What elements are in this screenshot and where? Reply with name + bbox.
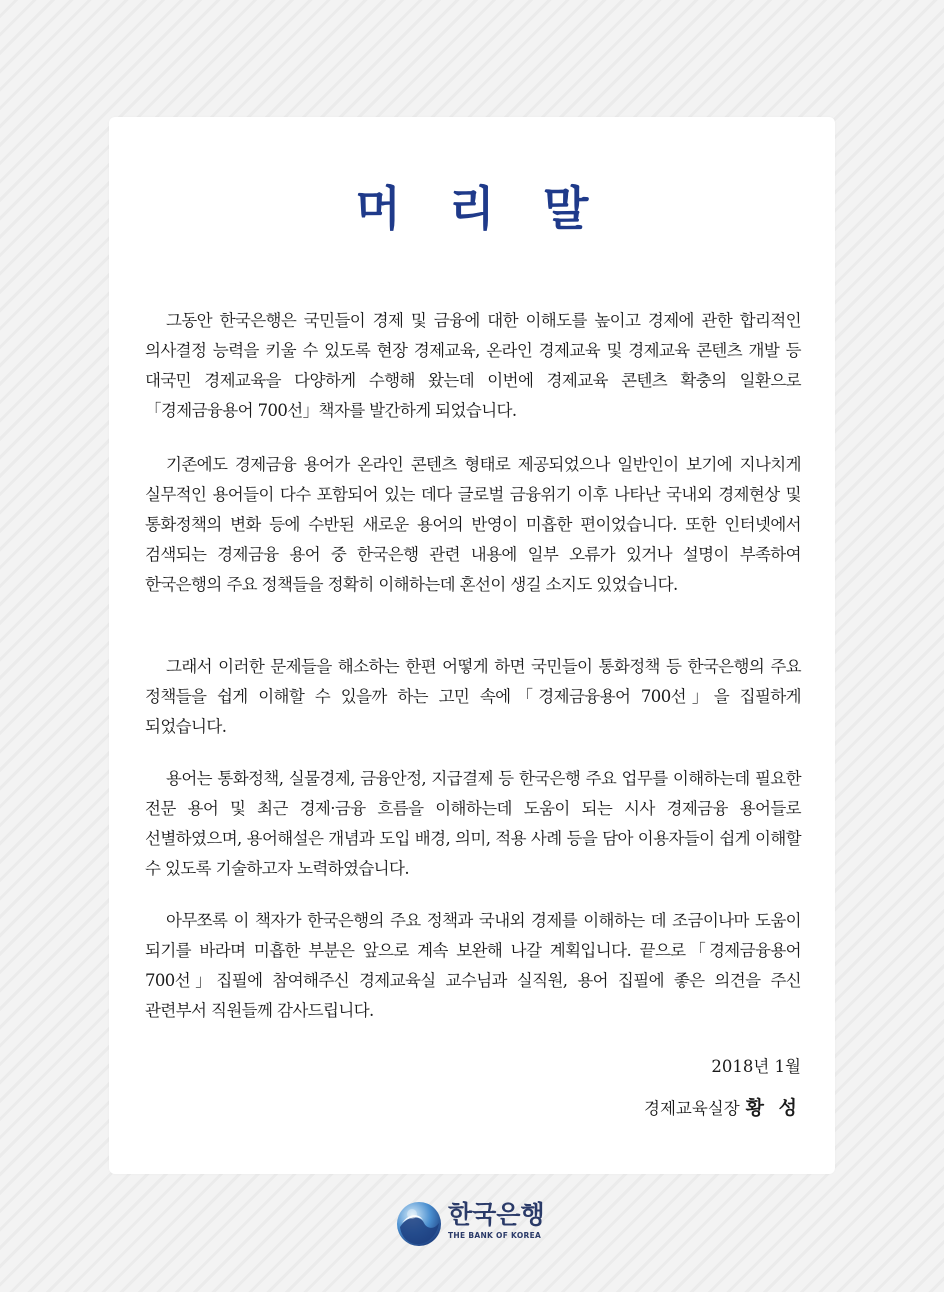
paragraph-1: 그동안 한국은행은 국민들이 경제 및 금융에 대한 이해도를 높이고 경제에 관한 합리적인 의사결정 능력을 키울 수 있도록 현장 경제교육, 온라인 경제교육 및 경제교육 콘텐츠 개발 등 대국민 경제교육을 다양하게 수행해 왔는데 이번에 경제교육 콘텐츠 확충의 일환으로「경제금융용어 700선」책자를 발간하게 되었습니다. (145, 311, 801, 420)
author-name: 황 성 (745, 1097, 801, 1119)
paragraph-3: 그래서 이러한 문제들을 해소하는 한편 어떻게 하면 국민들이 통화정책 등 한국은행의 주요 정책들을 쉽게 이해할 수 있을까 하는 고민 속에「경제금융용어 700선」을 집필하게 되었습니다. (145, 657, 801, 736)
paragraph-5: 아무쪼록 이 책자가 한국은행의 주요 정책과 국내외 경제를 이해하는 데 조금이나마 도움이 되기를 바라며 미흡한 부분은 앞으로 계속 보완해 나갈 계획입니다. 끝으로「경제금융용어 700선」집필에 참여해주신 경제교육실 교수님과 실직원, 용어 집필에 좋은 의견을 주신 관련부서 직원들께 감사드립니다. (145, 911, 801, 1020)
paragraph-2: 기존에도 경제금융 용어가 온라인 콘텐츠 형태로 제공되었으나 일반인이 보기에 지나치게 실무적인 용어들이 다수 포함되어 있는 데다 글로벌 금융위기 이후 나타난 국내외 경제현상 및 통화정책의 변화 등에 수반된 새로운 용어의 반영이 미흡한 편이었습니다. 또한 인터넷에서 검색되는 경제금융 용어 중 한국은행 관련 내용에 일부 오류가 있거나 설명이 부족하여 한국은행의 주요 정책들을 정확히 이해하는데 혼선이 생길 소지도 있었습니다. (145, 455, 801, 594)
bank-of-korea-emblem-icon (396, 1201, 442, 1247)
signature-date: 2018년 1월 (711, 1057, 801, 1076)
signature-block (644, 1093, 801, 1124)
document-title: 머 리 말 (355, 182, 605, 237)
author-role: 경제교육실장 (644, 1099, 740, 1118)
logo-english-text: THE BANK OF KOREA (448, 1231, 542, 1240)
logo-korean-text: 한국은행 (448, 1200, 545, 1229)
paragraph-4: 용어는 통화정책, 실물경제, 금융안정, 지급결제 등 한국은행 주요 업무를 이해하는데 필요한 전문 용어 및 최근 경제·금융 흐름을 이해하는데 도움이 되는 시사 경제금융 용어들로 선별하였으며, 용어해설은 개념과 도입 배경, 의미, 적용 사례 등을 담아 이용자들이 쉽게 이해할 수 있도록 기술하고자 노력하였습니다. (145, 769, 801, 878)
bank-logo (396, 1199, 556, 1249)
